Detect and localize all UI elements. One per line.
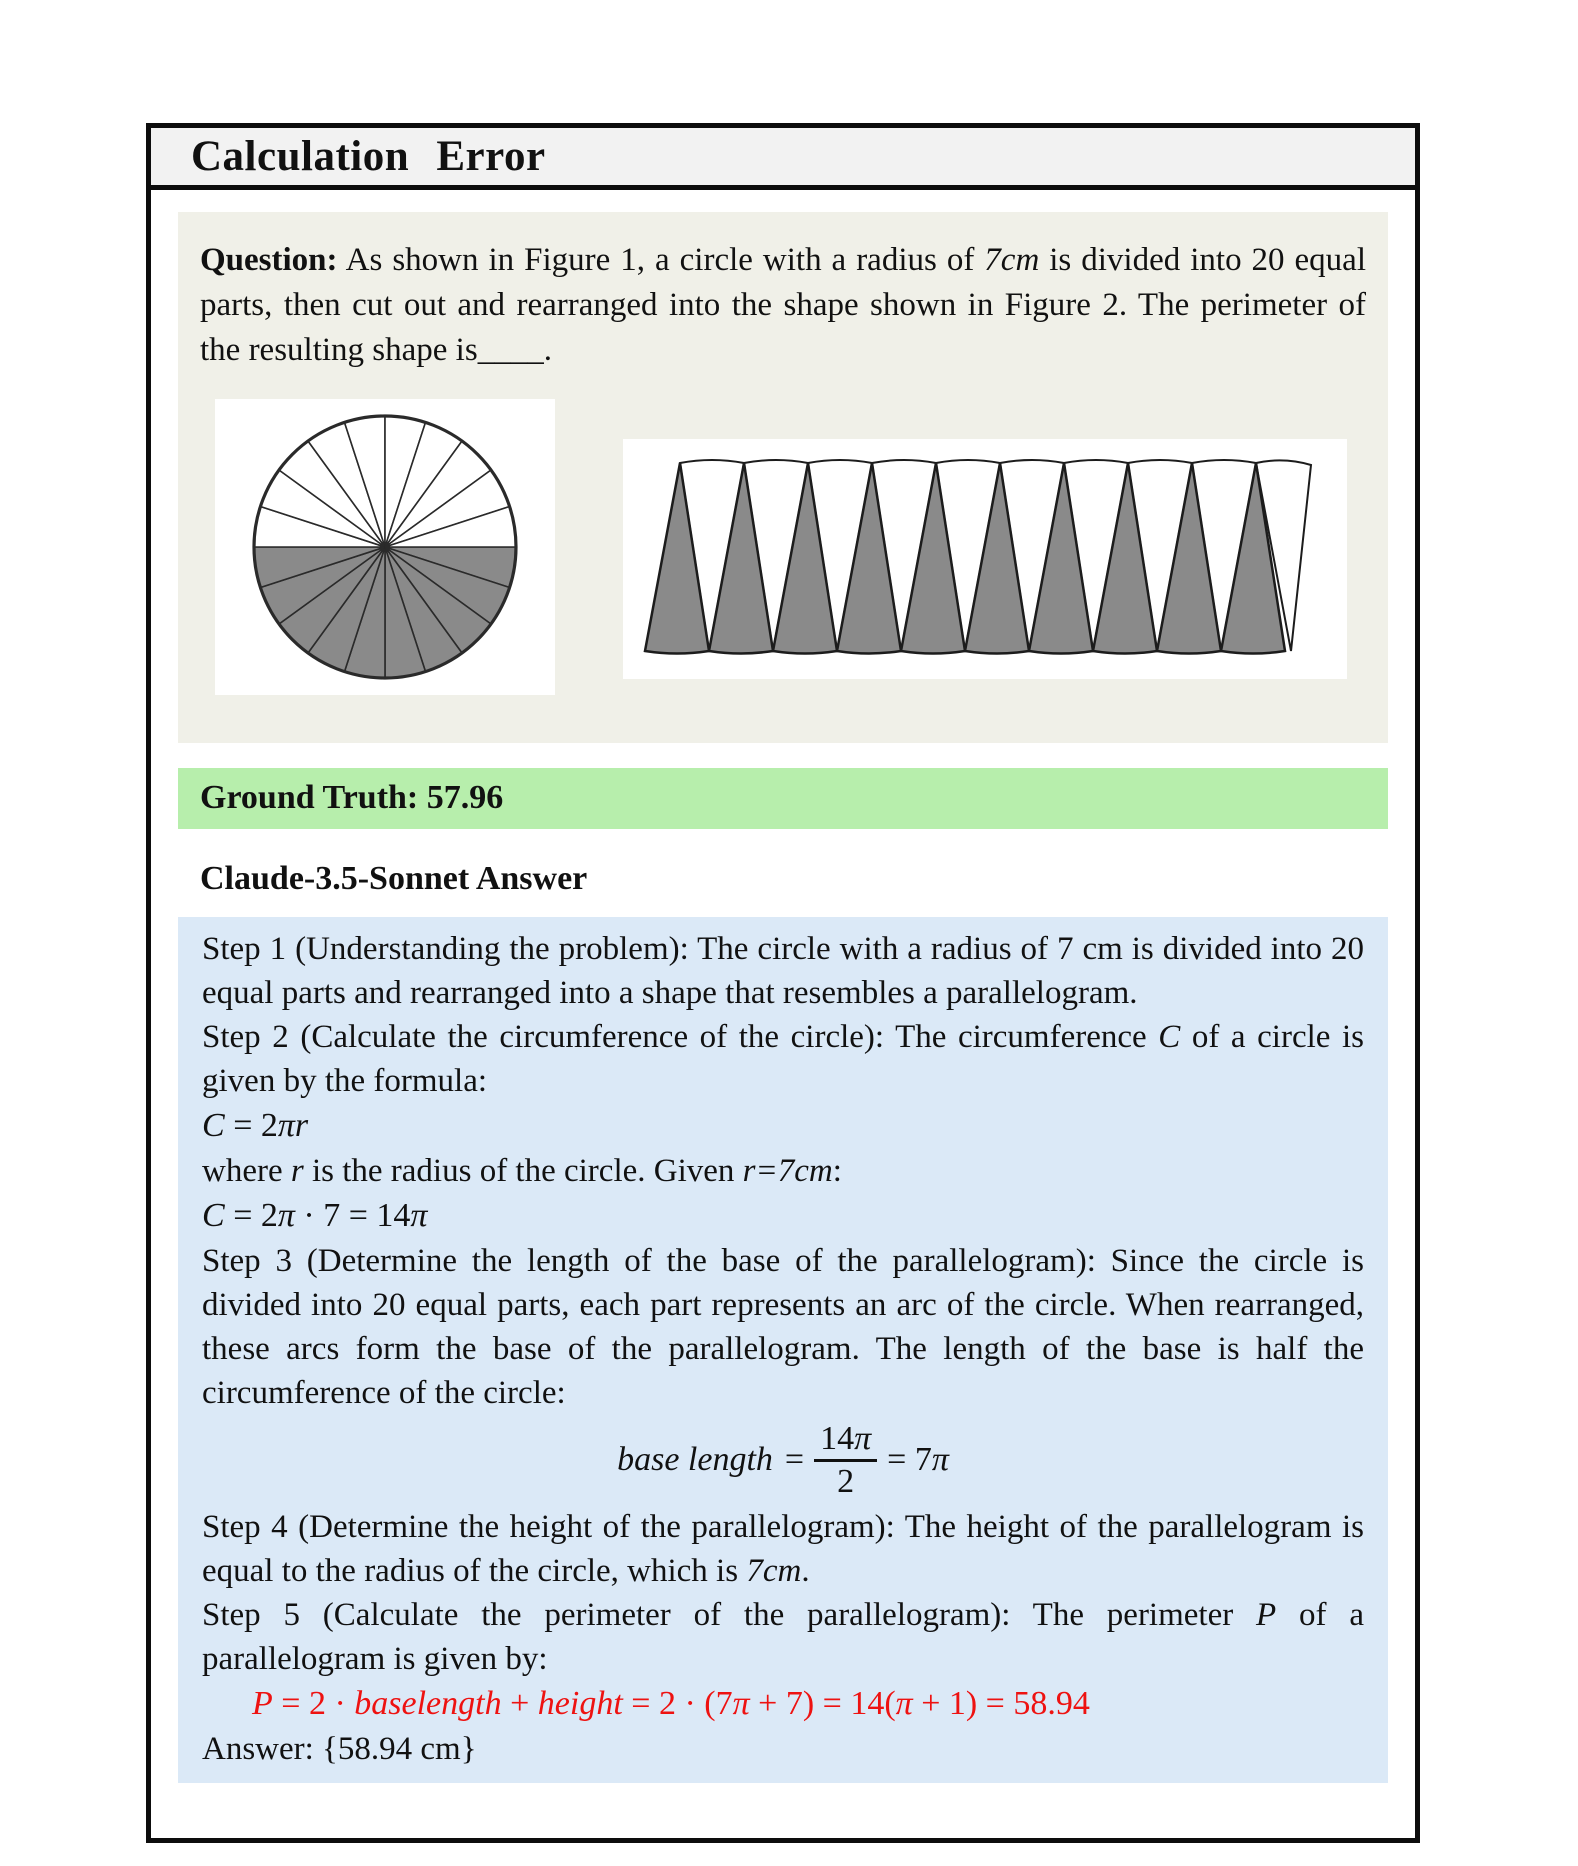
where-p1: where bbox=[202, 1153, 291, 1189]
answer-step-5 bbox=[202, 1593, 1364, 1681]
formula-base-pi: π bbox=[931, 1441, 949, 1478]
question-part1: As shown in Figure 1, a circle with a radius of bbox=[337, 242, 985, 278]
figure-1 bbox=[215, 399, 555, 695]
formula-circumference-value bbox=[202, 1193, 1364, 1239]
red-s2: + bbox=[501, 1685, 538, 1722]
red-s3b: + 7) = 14( bbox=[749, 1685, 896, 1722]
formula-c2-pi1: π bbox=[277, 1197, 295, 1234]
error-case-card bbox=[146, 123, 1420, 1843]
where-p3: : bbox=[832, 1153, 842, 1189]
step5-text: Step 5 (Calculate the perimeter of the parallelogram): The perimeter bbox=[202, 1597, 1257, 1633]
step2-text: Step 2 (Calculate the circumference of the circle): The circumference bbox=[202, 1019, 1159, 1055]
model-answer-box bbox=[178, 917, 1388, 1783]
formula-c2-lhs: C bbox=[202, 1197, 225, 1234]
question-text bbox=[200, 238, 1366, 373]
where-v2: r=7cm bbox=[742, 1153, 833, 1189]
step2-text-post: of a circle is given by the formula: bbox=[202, 1019, 1364, 1099]
circle-figure-svg bbox=[215, 399, 555, 695]
question-label: Question: bbox=[200, 242, 338, 278]
formula-c2-m2: · 7 = 14 bbox=[294, 1197, 411, 1234]
red-s3c: + 1) = 58.94 bbox=[912, 1685, 1090, 1722]
frac-num-coeff: 14 bbox=[820, 1419, 855, 1457]
formula-c-lhs: C bbox=[202, 1107, 225, 1144]
formula-base-length bbox=[202, 1415, 1364, 1505]
step4-text-post: . bbox=[801, 1553, 810, 1589]
answer-final: Answer: {58.94 cm} bbox=[202, 1731, 477, 1767]
step5-text-post: of a parallelogram is given by: bbox=[202, 1597, 1364, 1677]
answer-step-4 bbox=[202, 1505, 1364, 1593]
ground-truth-bar bbox=[178, 768, 1388, 829]
red-s3a: = 2 · (7 bbox=[622, 1685, 733, 1722]
formula-c2-m1: = 2 bbox=[224, 1197, 278, 1234]
step2-variable: C bbox=[1158, 1019, 1181, 1055]
step4-variable: 7cm bbox=[746, 1553, 802, 1589]
fraction bbox=[814, 1419, 877, 1502]
red-p: P bbox=[252, 1685, 273, 1722]
answer-step-2 bbox=[202, 1015, 1364, 1103]
card-title-bar bbox=[151, 128, 1415, 190]
answer-step-1: Step 1 (Understanding the problem): The circle with a radius of 7 cm is divided into 20 equal parts and rearranged into a shape that resembles a parallelogram. bbox=[202, 931, 1364, 1011]
question-part2: is divided into 20 equal parts, then cut out and rearranged into the shape shown in Figure 2. The perimeter of the resulting shape is____. bbox=[200, 242, 1366, 368]
answer-where-line bbox=[202, 1149, 1364, 1193]
step4-text: Step 4 (Determine the height of the parallelogram): The height of the parallelogram is equal to the radius of the circle, which is bbox=[202, 1509, 1364, 1589]
where-v1: r bbox=[290, 1153, 304, 1189]
red-pi2: π bbox=[895, 1685, 913, 1722]
ground-truth-text: Ground Truth: 57.96 bbox=[200, 779, 504, 816]
formula-base-lhs: base length bbox=[617, 1441, 773, 1478]
red-s1: = 2 · bbox=[272, 1685, 355, 1722]
formula-c-rhs: πr bbox=[277, 1107, 309, 1144]
question-radius: 7cm bbox=[984, 242, 1040, 278]
formula-c-mid: = 2 bbox=[224, 1107, 278, 1144]
frac-num-pi: π bbox=[854, 1419, 872, 1457]
rearranged-shape-svg bbox=[623, 439, 1347, 679]
formula-base-eq2: = 7 bbox=[887, 1441, 932, 1478]
formula-circumference bbox=[202, 1103, 1364, 1149]
where-p2: is the radius of the circle. Given bbox=[303, 1153, 743, 1189]
answer-step-3: Step 3 (Determine the length of the base of the parallelogram): Since the circle is divided into 20 equal parts, each part represents an arc of the circle. When rearranged, these arcs form the base of the parallelogram. The length of the base is half the circumference of the circle: bbox=[202, 1243, 1364, 1411]
fraction-numerator bbox=[814, 1419, 877, 1459]
model-answer-heading: Claude-3.5-Sonnet Answer bbox=[200, 860, 588, 897]
formula-c2-pi2: π bbox=[410, 1197, 428, 1234]
red-v2: height bbox=[537, 1685, 623, 1722]
fraction-denominator: 2 bbox=[814, 1459, 877, 1502]
card-content bbox=[151, 212, 1415, 1783]
red-pi1: π bbox=[732, 1685, 750, 1722]
figure-2 bbox=[623, 439, 1347, 679]
question-box bbox=[178, 212, 1388, 743]
card-title: Calculation Error bbox=[191, 133, 546, 180]
step5-variable: P bbox=[1256, 1597, 1277, 1633]
formula-base-eq1: = bbox=[784, 1441, 805, 1478]
red-v1: baselength bbox=[354, 1685, 502, 1722]
figures-row bbox=[200, 399, 1366, 695]
formula-perimeter-red bbox=[252, 1681, 1364, 1727]
